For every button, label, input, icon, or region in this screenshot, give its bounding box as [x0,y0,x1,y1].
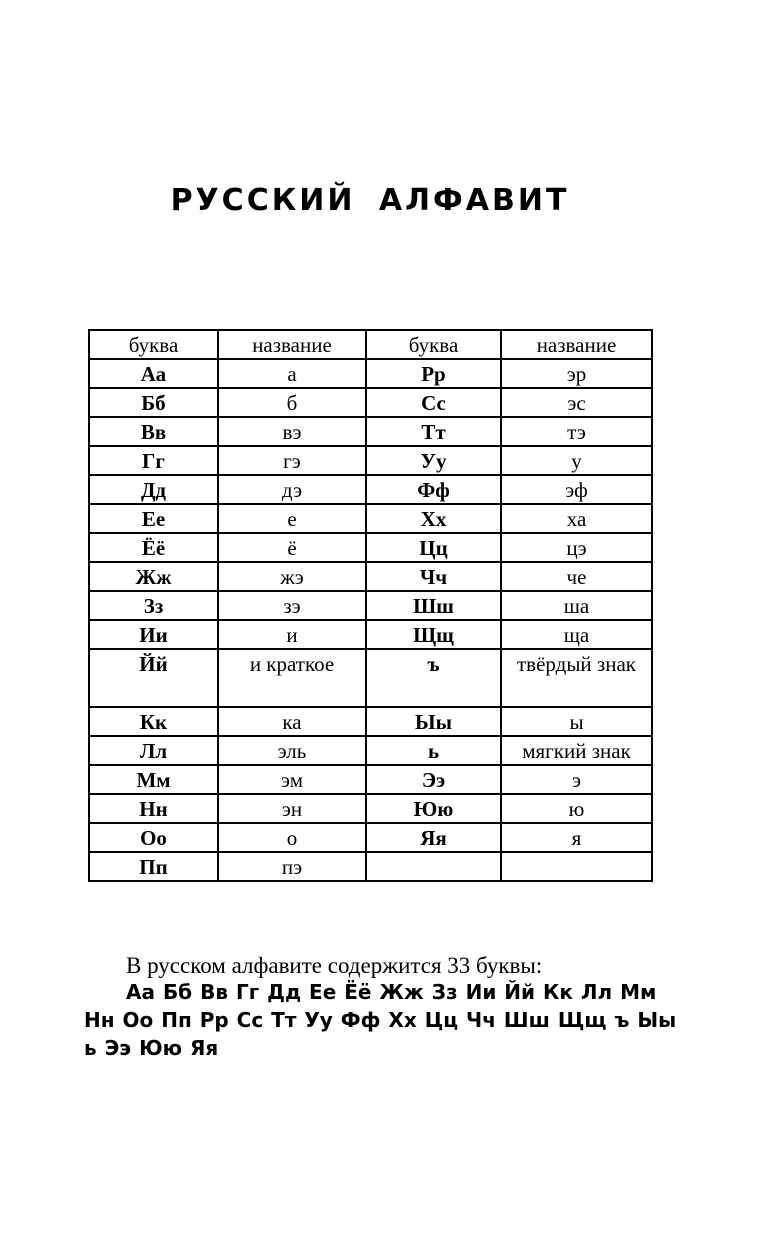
table-row [89,475,652,504]
letter-cell: Пп [89,852,218,881]
letter-cell: Ээ [366,765,501,794]
name-cell: ха [501,504,652,533]
letter-cell [366,852,501,881]
table-row [89,765,652,794]
page-title: РУССКИЙ АЛФАВИТ [170,183,570,218]
letters-list: Аа Бб Вв Гг Дд Ее Ёё Жж Зз Ии Йй Кк Лл Мм Нн Оо Пп Рр Сс Тт Уу Фф Хх Цц Чч Шш Щщ ъ Ыы ь Ээ Юю Яя [84,980,677,1060]
name-cell [501,852,652,881]
name-cell: у [501,446,652,475]
letter-cell: Кк [89,707,218,736]
name-cell: ка [218,707,366,736]
name-cell: эн [218,794,366,823]
name-cell: ю [501,794,652,823]
letter-cell: Йй [89,649,218,707]
name-cell: эм [218,765,366,794]
name-cell: б [218,388,366,417]
name-cell: мягкий знак [501,736,652,765]
letter-cell: Юю [366,794,501,823]
name-cell: и [218,620,366,649]
table-row [89,417,652,446]
table-row [89,591,652,620]
letter-cell: Нн [89,794,218,823]
name-cell: ша [501,591,652,620]
table-header-row [89,330,652,359]
letter-cell: Ее [89,504,218,533]
table-row [89,388,652,417]
table-row [89,794,652,823]
name-cell: эль [218,736,366,765]
letter-cell: Хх [366,504,501,533]
name-cell: зэ [218,591,366,620]
name-cell: э [501,765,652,794]
letter-cell: Мм [89,765,218,794]
letter-cell: Фф [366,475,501,504]
name-cell: эр [501,359,652,388]
table-row [89,562,652,591]
letter-cell: Чч [366,562,501,591]
name-cell: твёрдый знак [501,649,652,707]
letter-cell: Вв [89,417,218,446]
name-cell: о [218,823,366,852]
letter-cell: Жж [89,562,218,591]
letter-cell: Уу [366,446,501,475]
table-row [89,823,652,852]
name-cell: дэ [218,475,366,504]
letter-cell: Яя [366,823,501,852]
name-cell: ё [218,533,366,562]
name-cell: и краткое [218,649,366,707]
name-cell: эф [501,475,652,504]
name-cell: че [501,562,652,591]
letter-cell: ь [366,736,501,765]
header-letter: буква [89,330,218,359]
letter-cell: Ёё [89,533,218,562]
letter-cell: Бб [89,388,218,417]
letter-cell: Гг [89,446,218,475]
name-cell: тэ [501,417,652,446]
table-row [89,359,652,388]
letter-cell: Зз [89,591,218,620]
name-cell: вэ [218,417,366,446]
name-cell: е [218,504,366,533]
letter-cell: Аа [89,359,218,388]
letter-cell: Щщ [366,620,501,649]
header-name: название [218,330,366,359]
name-cell: а [218,359,366,388]
table-row [89,446,652,475]
letter-cell: Шш [366,591,501,620]
letter-cell: Оо [89,823,218,852]
name-cell: гэ [218,446,366,475]
name-cell: я [501,823,652,852]
table-row [89,504,652,533]
table-row [89,707,652,736]
letter-cell: Дд [89,475,218,504]
table-row [89,852,652,881]
letter-cell: Лл [89,736,218,765]
letter-cell: Тт [366,417,501,446]
intro-text: В русском алфавите содержится 33 буквы: [126,953,543,978]
table-row [89,620,652,649]
name-cell: ы [501,707,652,736]
name-cell: эс [501,388,652,417]
letter-cell: ъ [366,649,501,707]
name-cell: пэ [218,852,366,881]
letter-cell: Цц [366,533,501,562]
letter-cell: Рр [366,359,501,388]
header-name: название [501,330,652,359]
header-letter: буква [366,330,501,359]
table-row [89,736,652,765]
table-row [89,649,652,707]
table-row [89,533,652,562]
alphabet-table [88,329,653,882]
name-cell: жэ [218,562,366,591]
letter-cell: Ыы [366,707,501,736]
name-cell: ща [501,620,652,649]
letter-cell: Сс [366,388,501,417]
name-cell: цэ [501,533,652,562]
letter-cell: Ии [89,620,218,649]
